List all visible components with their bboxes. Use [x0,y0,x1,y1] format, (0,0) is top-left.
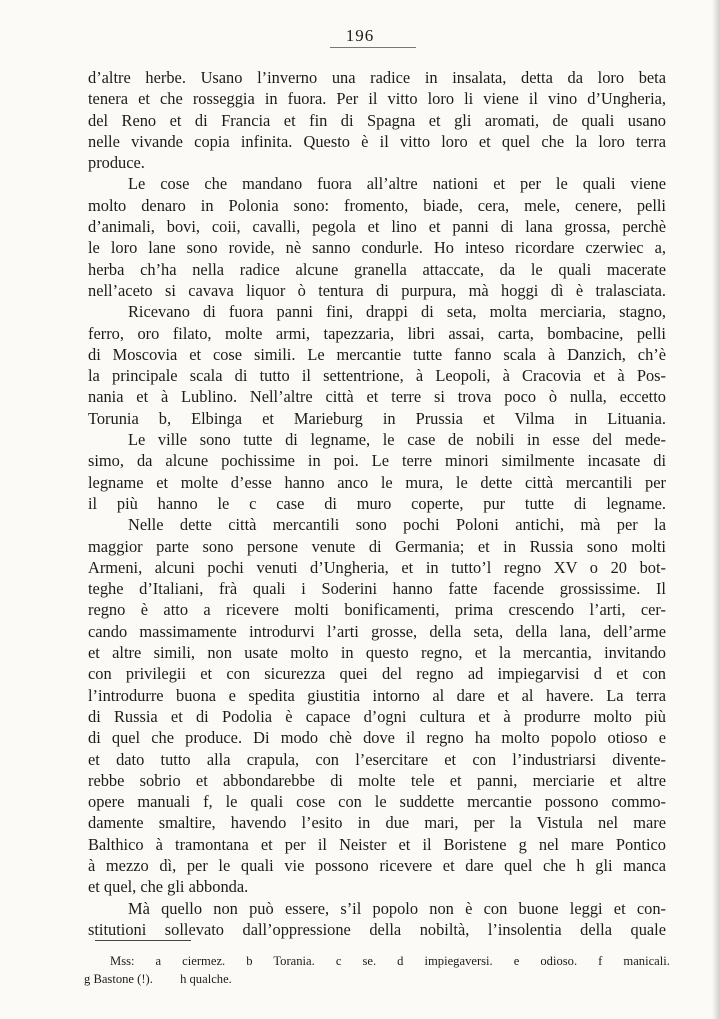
page-number: 196 [345,26,375,45]
footnote: h qualche. [180,972,232,986]
text-line: legname et molte d’esse hanno anco le mura, le dette città mercantili per [88,472,666,492]
text-line: le loro lane sono rovide, nè sanno condurle. Ho inteso ricordare czerwiec a, [88,238,666,258]
text-line: Le ville sono tutte di legname, le case de nobili in esse del mede- [128,430,666,450]
text-line: l’introdurre buona e spedita giustitia intorno al dare et al havere. La terra [88,685,666,705]
text-line: Mà quello non può essere, s’il popolo non è con buone leggi et con- [128,898,666,918]
text-line: teghe d’Italiani, frà quali i Soderini hanno fatte facende grossissime. Il [88,579,666,599]
text-line: cando massimamente introdurvi l’arti grosse, della seta, della lana, dell’arme [88,621,666,641]
text-line: herba ch’ha nella radice alcune granella attaccate, da le quali macerate [88,259,666,279]
text-line: Le cose che mandano fuora all’altre nationi et per le quali viene [128,174,666,194]
text-line: regno è atto a ricevere molti bonificamenti, prima crescendo l’arti, cer- [88,600,666,620]
text-line: nelle vivande copia infinita. Questo è il vitto loro et quel che la loro terra [88,131,666,151]
text-line: simo, da alcune pochissime in poi. Le terre minori similmente incasate di [88,451,666,471]
text-line: del Reno et di Francia et fin di Spagna et gli aromati, de quali usano [88,110,666,130]
text-line: Ricevano di fuora panni fini, drappi di seta, molta merciaria, stagno, [128,302,666,322]
footnote: d impiegaversi. [397,954,493,968]
text-line: et altre simili, non usate molto in questo regno, et la mercantia, invitando [88,643,666,663]
page-number-rule [330,47,416,48]
text-line: di quel che produce. Di modo chè dove il regno ha molto popolo otioso e [88,728,666,748]
text-line: di Russia et di Podolia è capace d’ogni cultura et à produrre molto più [88,706,666,726]
text-line: rebbe sobrio et abbondarebbe di molte tele et panni, merciarie et altre [88,770,666,790]
footnote-line [84,970,670,988]
text-line: tenera et che rosseggia in fuora. Per il vitto loro li viene il vino d’Ungheria, [88,89,666,109]
text-line: d’altre herbe. Usano l’inverno una radice in insalata, detta da loro beta [88,68,666,87]
text-line: di Moscovia et cose simili. Le mercantie tutte fanno scala à Danzich, ch’è [88,344,666,364]
text-line: Torunia b, Elbinga et Marieburg in Prussia et Vilma in Lituania. [88,408,666,428]
text-line: maggior parte sono persone venute di Germania; et in Russia sono molti [88,536,666,556]
text-line: Nelle dette città mercantili sono pochi Poloni antichi, mà per la [128,515,666,535]
footnote: f manicali. [598,954,670,968]
text-line: opere manuali f, le quali cose con le suddette mercantie possono commo- [88,792,666,812]
footnote-rule [95,940,191,941]
body-text [88,67,666,940]
text-line: ferro, oro filato, molte armi, tapezzaria, libri assai, carta, bombacine, pelli [88,323,666,343]
text-line: Armeni, alcuni pochi venuti d’Ungheria, et in tutto’l regno XV o 20 bot- [88,557,666,577]
footnote: e odioso. [513,954,578,968]
text-line: molto denaro in Polonia sono: fromento, biade, cera, mele, cenere, pelli [88,195,666,215]
text-line: d’animali, bovi, coii, cavalli, pegola et lino et panni di lana grossa, perchè [88,217,666,237]
text-line: à mezzo dì, per le quali vie possono ricevere et dare quel che h gli manca [88,855,666,875]
text-line: nell’aceto si cavava liquor ò tentura di purpura, mà hoggi dì è tralasciata. [88,280,666,300]
footnotes [84,952,670,988]
footnote: b Torania. [246,954,315,968]
text-line: la principale scala di tutto il settentrione, à Leopoli, à Cracovia et à Pos- [88,366,666,386]
footnote-line [84,952,670,970]
text-line: con privilegii et con sicurezza quei del regno ad impiegarvisi d et con [88,664,666,684]
footnote: c se. [335,954,377,968]
text-line: il più hanno le c case di muro coperte, pur tutte di legname. [88,493,666,513]
page-edge-shadow [712,0,720,1019]
text-line: produce. [88,153,145,173]
text-line: stitutioni sollevato dall’oppressione della nobiltà, l’insolentia della quale [88,919,666,939]
text-line: et dato tutto alla crapula, con l’esercitare et con l’industriarsi divente- [88,749,666,769]
text-line: Balthico à tramontana et per il Neister et il Boristene g nel mare Pontico [88,834,666,854]
footnote: Mss: a ciermez. [110,954,226,968]
text-line: et quel, che gli abbonda. [88,877,249,897]
footnote: g Bastone (!). [84,972,153,986]
text-line: damente smaltire, havendo l’esito in due mari, per la Vistula nel mare [88,813,666,833]
text-line: nania et à Lublino. Nell’altre città et terre si trova poco ò nulla, eccetto [88,387,666,407]
